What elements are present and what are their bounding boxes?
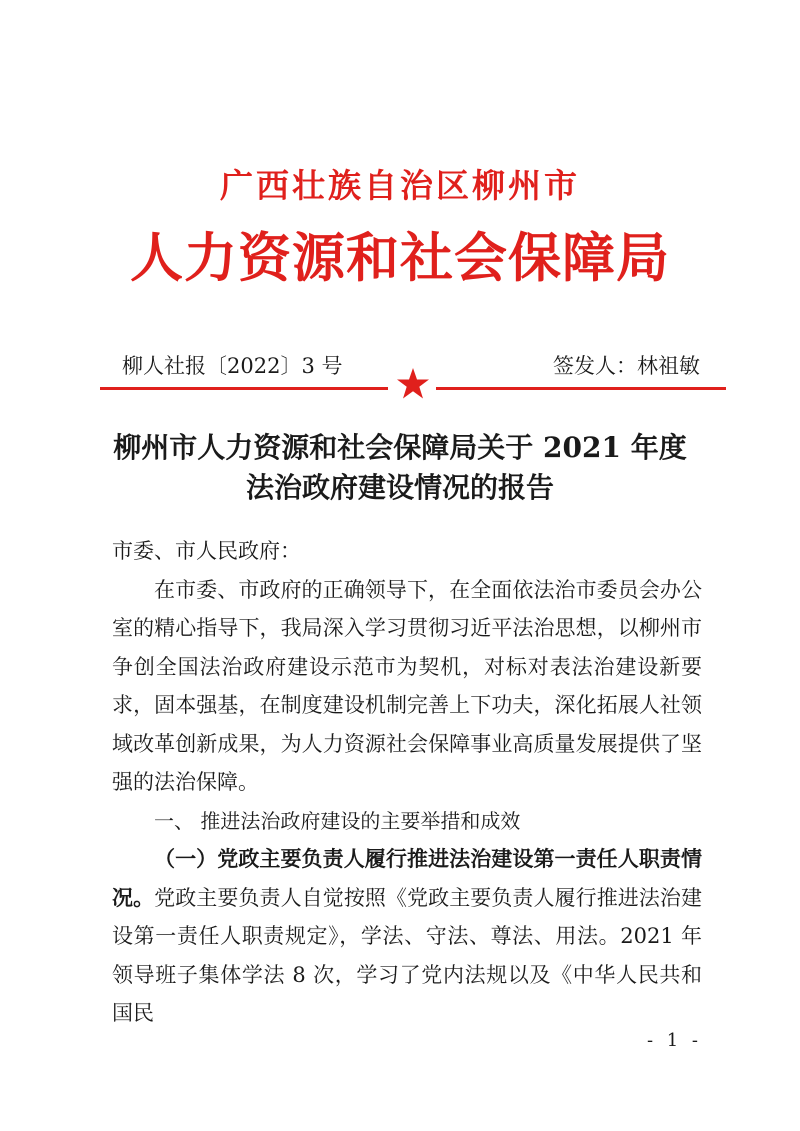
section-heading: 一、 推进法治政府建设的主要举措和成效: [154, 808, 521, 833]
salutation: 市委、市人民政府：: [112, 539, 301, 563]
report-title-line-1: 柳州市人力资源和社会保障局关于 2021 年度: [113, 431, 687, 464]
signer: 签发人：林祖敏: [553, 354, 700, 378]
red-star-icon: [396, 367, 430, 401]
subsection-text: 党政主要负责人自觉按照《党政主要负责人履行推进法治建设第一责任人职责规定》，学法、守法、尊法、用法。2021 年领导班子集体学法 8 次，学习了党内法规以及《中华人民共和国民: [112, 885, 703, 1025]
red-divider-right: [436, 387, 726, 390]
report-title-line-2: 法治政府建设情况的报告: [245, 471, 554, 504]
subsection-heading: （一）党政主要负责人履行推进法治建设第一责任人职责情况。: [112, 846, 702, 910]
red-divider-left: [100, 387, 388, 390]
page-number: - 1 -: [646, 1030, 702, 1051]
intro-paragraph: 在市委、市政府的正确领导下，在全面依法治市委员会办公室的精心指导下，我局深入学习贯彻习近平法治思想，以柳州市争创全国法治政府建设示范市为契机，对标对表法治建设新要求，固本强基，在制度建设机制完善上下功夫，深化拓展人社领域改革创新成果，为人力资源社会保障事业高质量发展提供了坚强的法治保障。: [112, 577, 702, 794]
report-body: [112, 532, 702, 1033]
masthead-agency: 人力资源和社会保障局: [130, 227, 670, 289]
document-number: 柳人社报〔2022〕3 号: [122, 354, 343, 378]
subsection-paragraph: [112, 840, 702, 1033]
masthead-region: 广西壮族自治区柳州市: [220, 166, 580, 205]
